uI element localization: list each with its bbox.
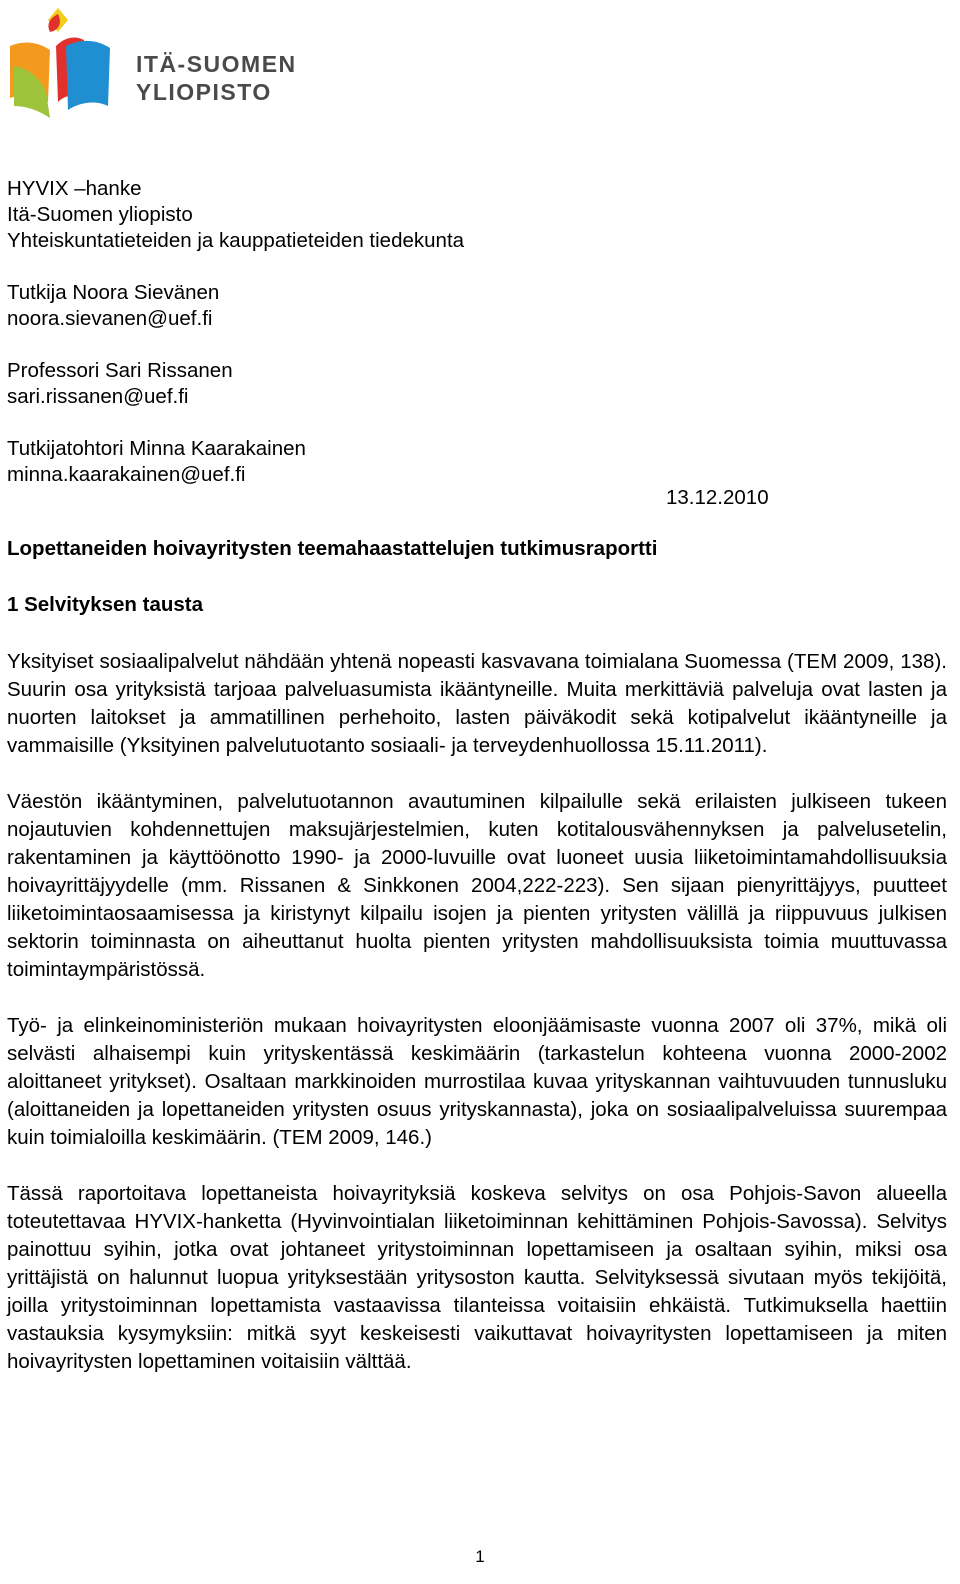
- contact-group: [7, 436, 464, 488]
- document-title: Lopettaneiden hoivayritysten teemahaastattelujen tutkimusraportti: [7, 537, 658, 560]
- faculty-name: Yhteiskuntatieteiden ja kauppatieteiden tiedekunta: [7, 229, 465, 252]
- contact-group: [7, 358, 464, 410]
- header-block: [7, 176, 464, 514]
- body-text: [7, 648, 947, 1404]
- logo-petal-blue: [66, 41, 110, 110]
- paragraph: Työ- ja elinkeinoministeriön mukaan hoivayritysten eloonjäämisaste vuonna 2007 oli 37%, mikä oli selvästi alhaisempi kuin yrityskentässä keskimäärin (tarkastelun kohteena vuonna 2000-2002 aloittaneet yritykset). Osaltaan markkinoiden murrostilaa kuvaa yrityskannan vaihtuvuuden tunnusluku (aloittaneiden ja lopettaneiden yritysten osuus yrityskannasta), joka on sosiaalipalveluissa suurempaa kuin toimialoilla keskimäärin. (TEM 2009, 146.): [7, 1014, 947, 1149]
- contact-group: [7, 280, 464, 332]
- institution-group: [7, 176, 464, 254]
- paragraph: Yksityiset sosiaalipalvelut nähdään yhtenä nopeasti kasvavana toimialana Suomessa (TEM 2009, 138). Suurin osa yrityksistä tarjoaa palveluasumista ikääntyneille. Muita merkittäviä palveluja ovat lasten ja nuorten laitokset ja ammatillinen perhehoito, lasten päiväkodit sekä kotipalvelut ikääntyneille ja vammaisille (Yksityinen palvelutuotanto sosiaali- ja terveydenhuollossa 15.11.2011).: [7, 650, 947, 757]
- paragraph: Väestön ikääntyminen, palvelutuotannon avautuminen kilpailulle sekä erilaisten julkiseen tukeen nojautuvien kohdennettujen maksujärjestelmien, kuten kotitalousvähennyksen ja palvelusetelin, rakentaminen ja käyttöönotto 1990- ja 2000-luvuille ovat luoneet uusia liiketoimintamahdollisuuksia hoivayrittäjyydelle (mm. Rissanen & Sinkkonen 2004,222-223). Sen sijaan pienyrittäjyys, puutteet liiketoimintaosaamisessa ja kiristynyt kilpailu isojen ja pienten yritysten välillä ja riippuvuus julkisen sektorin toiminnasta on aiheuttanut huolta pienten yritysten mahdollisuuksista toimia muuttuvassa toimintaympäristössä.: [7, 790, 947, 981]
- logo-mark-icon: [6, 6, 336, 124]
- paragraph: Tässä raportoitava lopettaneista hoivayrityksiä koskeva selvitys on osa Pohjois-Savon alueella toteutettavaa HYVIX-hanketta (Hyvinvointialan liiketoiminnan kehittäminen Pohjois-Savossa). Selvitys painottuu syihin, jotka ovat johtaneet yritystoiminnan lopettamiseen ja osaltaan syihin, miksi osa yrittäjistä on halunnut luopua yrityksestään yritysoston kautta. Selvityksessä sivutaan myös tekijöitä, joilla yritystoiminnan lopettamista vastaavissa tilanteissa voitaisiin ehkäistä. Tutkimuksella haettiin vastauksia kysymyksiin: mitkä syyt keskeisesti vaikuttavat hoivayritysten lopettamiseen ja miten hoivayritysten lopettaminen voitaisiin välttää.: [7, 1182, 947, 1373]
- contact-name: Tutkija Noora Sievänen: [7, 281, 220, 304]
- contact-name: Professori Sari Rissanen: [7, 359, 233, 382]
- section-heading: 1 Selvityksen tausta: [7, 593, 203, 616]
- document-date: 13.12.2010: [666, 486, 769, 509]
- contact-name: Tutkijatohtori Minna Kaarakainen: [7, 437, 306, 460]
- logo-text-line2: YLIOPISTO: [136, 79, 272, 105]
- contact-email: minna.kaarakainen@uef.fi: [7, 463, 246, 486]
- university-logo: [6, 6, 336, 124]
- contact-email: sari.rissanen@uef.fi: [7, 385, 189, 408]
- project-name: HYVIX –hanke: [7, 177, 142, 200]
- contact-email: noora.sievanen@uef.fi: [7, 307, 213, 330]
- page-number: 1: [475, 1547, 485, 1566]
- university-name: Itä-Suomen yliopisto: [7, 203, 193, 226]
- logo-text-line1: ITÄ-SUOMEN: [136, 51, 297, 77]
